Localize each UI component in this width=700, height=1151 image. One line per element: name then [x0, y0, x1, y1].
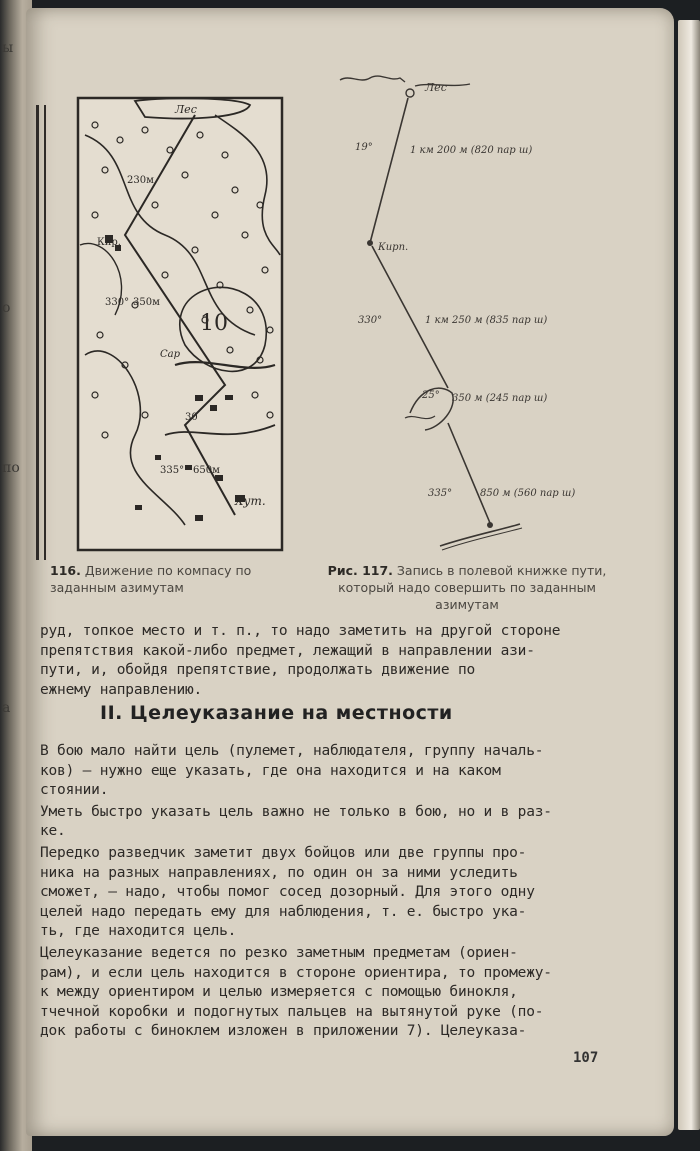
route-azimuth: 25°: [422, 390, 440, 401]
map-label-elev: 335°: [160, 465, 185, 476]
text-line: препятствия какой-либо предмет, лежащий в направлении ази-: [40, 642, 535, 659]
figure-116-map: [75, 95, 285, 555]
text-line: рам), и если цель находится в стороне ориентира, то промежу-: [40, 964, 552, 981]
text-line: Целеуказание ведется по резко заметным предметам (ориен-: [40, 944, 518, 961]
left-page-fragment: а: [2, 700, 11, 716]
map-label-forest: Лес: [175, 103, 197, 116]
paragraph: [40, 944, 600, 1042]
map-label-brick: Кир.: [97, 237, 121, 248]
left-page-fragment: по: [2, 460, 20, 476]
text-line: сможет, — надо, чтобы помог сосед дозорный. Для этого одну: [40, 884, 535, 901]
left-page-fragment: о: [2, 300, 11, 316]
figure-117-number: Рис. 117.: [327, 563, 393, 578]
map-label-cabin: Сар: [160, 349, 181, 360]
section-heading: II. Целеуказание на местности: [100, 702, 453, 724]
text-line: ть, где находится цель.: [40, 923, 237, 940]
text-line: док работы с биноклем изложен в приложении 7). Целеуказа-: [40, 1023, 527, 1040]
figure-116-caption: [50, 562, 290, 596]
map-label-elev: 330°: [105, 297, 130, 308]
page-number: 107: [573, 1050, 599, 1066]
text-line: целей надо передать ему для наблюдения, т. е. быстро ука-: [40, 903, 527, 920]
map-label-elev: 30: [185, 412, 198, 423]
text-line: тчечной коробки и подогнутых пальцев на вытянутой руке (по-: [40, 1003, 544, 1020]
map-label-village: Хут.: [235, 494, 266, 508]
paragraph: [40, 844, 600, 942]
text-line: Передко разведчик заметит двух бойцов или две группы про-: [40, 844, 527, 861]
figure-117-caption: [322, 562, 612, 613]
route-label-forest: Лес: [425, 81, 447, 94]
figure-116-number: 116.: [50, 563, 81, 578]
text-line: ке.: [40, 823, 66, 840]
text-line: В бою мало найти цель (пулемет, наблюдателя, группу началь-: [40, 743, 544, 759]
route-azimuth: 330°: [358, 315, 383, 326]
margin-rule: [36, 105, 39, 560]
text-line: ежнему направлению.: [40, 681, 203, 698]
body-paragraphs: [40, 742, 600, 1044]
text-line: пути, и, обойдя препятствие, продолжать движение по: [40, 662, 476, 679]
route-segment: 1 км 250 м (835 пар ш): [425, 315, 548, 326]
text-line: руд, топкое место и т. п., то надо заметить на другой стороне: [40, 623, 561, 639]
map-label-square: 10: [200, 311, 228, 336]
figure-117-route: [330, 68, 610, 558]
intro-paragraph: [40, 622, 600, 702]
text-line: стоянии.: [40, 782, 109, 799]
map-label-elev: 350м: [133, 297, 160, 308]
map-label-elev: 650м: [193, 465, 220, 476]
route-segment: 350 м (245 пар ш): [452, 393, 548, 404]
route-label-kirp: Кирп.: [378, 242, 409, 253]
map-label-elev: 230м: [127, 175, 154, 186]
margin-rule: [44, 105, 46, 560]
left-page-fragment: ы: [2, 40, 14, 56]
route-segment: 1 км 200 м (820 пар ш): [410, 145, 533, 156]
paragraph: [40, 742, 600, 801]
figure-117-caption-text: Запись в полевой книжке пути, который надо совершить по заданным азимутам: [338, 563, 607, 612]
text-line: ника на разных направлениях, по один он за ними уследить: [40, 864, 518, 881]
paragraph: [40, 803, 600, 842]
text-line: Уметь быстро указать цель важно не только в бою, но и в раз-: [40, 803, 552, 820]
route-segment: 850 м (560 пар ш): [480, 488, 576, 499]
text-line: к между ориентиром и целью измеряется с помощью бинокля,: [40, 984, 518, 1001]
figure-116-caption-text: Движение по компасу по заданным азимутам: [50, 563, 252, 595]
text-line: ков) — нужно еще указать, где она находится и на каком: [40, 762, 501, 779]
route-azimuth: 335°: [428, 488, 453, 499]
right-page-edge: [678, 20, 700, 1130]
route-azimuth: 19°: [355, 142, 373, 153]
